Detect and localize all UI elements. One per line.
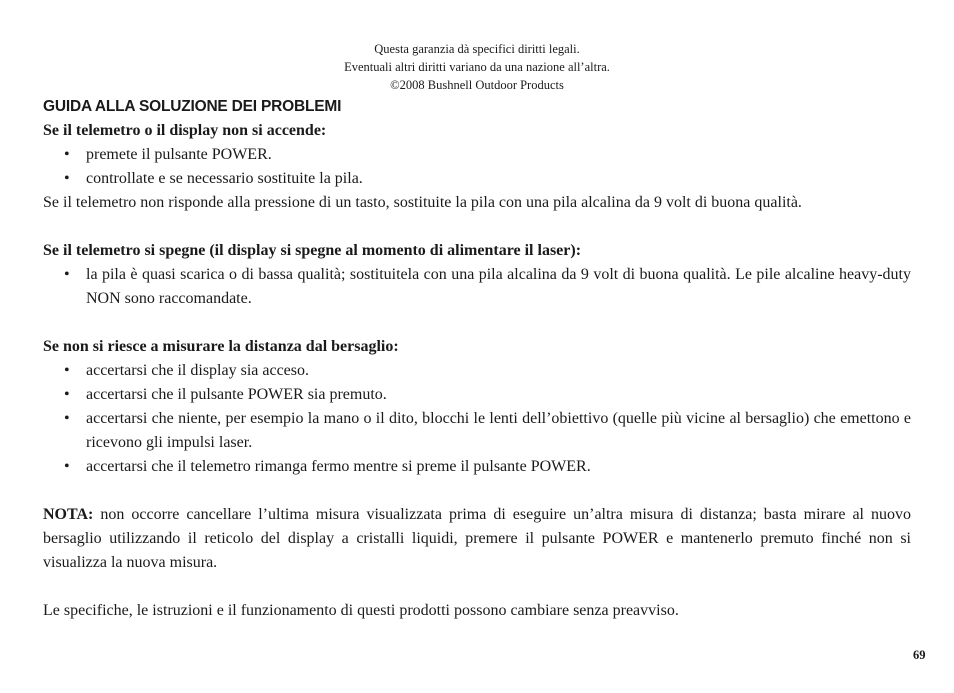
troubleshooting-section (43, 95, 911, 623)
list-item-text: la pila è quasi scarica o di bassa qualità; sostituitela con una pila alcalina da 9 volt di buona qualità. Le pile alcaline heavy-duty NON sono raccomandate. (86, 266, 911, 307)
bullet-marker: • (64, 266, 70, 283)
list-item-text: premete il pulsante POWER. (86, 146, 272, 163)
list-item-text: accertarsi che il telemetro rimanga fermo mentre si preme il pulsante POWER. (86, 458, 591, 475)
paragraph-spacer (43, 215, 911, 239)
problem-heading: Se il telemetro si spegne (il display si spegne al momento di alimentare il laser): (43, 242, 582, 259)
problem-heading: Se il telemetro o il display non si accende: (43, 122, 327, 139)
bullet-marker: • (64, 458, 70, 475)
list-item-text: accertarsi che il pulsante POWER sia premuto. (86, 386, 387, 403)
note-label: NOTA: (43, 506, 94, 523)
warranty-line: Eventuali altri diritti variano da una nazione all’altra. (344, 60, 610, 74)
section-title: GUIDA ALLA SOLUZIONE DEI PROBLEMI (43, 98, 342, 115)
copyright-line: ©2008 Bushnell Outdoor Products (390, 78, 564, 92)
bullet-list (43, 359, 911, 479)
list-item-text: accertarsi che niente, per esempio la mano o il dito, blocchi le lenti dell’obiettivo (quelle più vicine al bersaglio) che emettono e ricevono gli impulsi laser. (86, 410, 911, 451)
list-item (43, 167, 911, 191)
list-item (43, 143, 911, 167)
note-paragraph (43, 503, 911, 575)
list-item-text: controllate e se necessario sostituite la pila. (86, 170, 363, 187)
bullet-list (43, 143, 911, 191)
list-item (43, 383, 911, 407)
paragraph-spacer (43, 479, 911, 503)
list-item (43, 455, 911, 479)
bullet-marker: • (64, 146, 70, 163)
list-item (43, 359, 911, 383)
page-number: 69 (913, 648, 926, 662)
warranty-notice (0, 40, 954, 94)
paragraph-spacer (43, 575, 911, 599)
disclaimer: Le specifiche, le istruzioni e il funzionamento di questi prodotti possono cambiare senza preavviso. (43, 602, 679, 619)
bullet-marker: • (64, 170, 70, 187)
bullet-marker: • (64, 386, 70, 403)
warranty-line: Questa garanzia dà specifici diritti legali. (374, 42, 580, 56)
problem-note: Se il telemetro non risponde alla pressione di un tasto, sostituite la pila con una pila alcalina da 9 volt di buona qualità. (43, 194, 802, 211)
note-text: non occorre cancellare l’ultima misura visualizzata prima di eseguire un’altra misura di distanza; basta mirare al nuovo bersaglio utilizzando il reticolo del display a cristalli liquidi, premere il pulsante POWER e mantenerlo premuto finché non si visualizza la nuova misura. (43, 506, 911, 571)
paragraph-spacer (43, 311, 911, 335)
bullet-marker: • (64, 410, 70, 427)
list-item (43, 407, 911, 455)
list-item (43, 263, 911, 311)
list-item-text: accertarsi che il display sia acceso. (86, 362, 309, 379)
bullet-list (43, 263, 911, 311)
problem-heading: Se non si riesce a misurare la distanza dal bersaglio: (43, 338, 399, 355)
bullet-marker: • (64, 362, 70, 379)
